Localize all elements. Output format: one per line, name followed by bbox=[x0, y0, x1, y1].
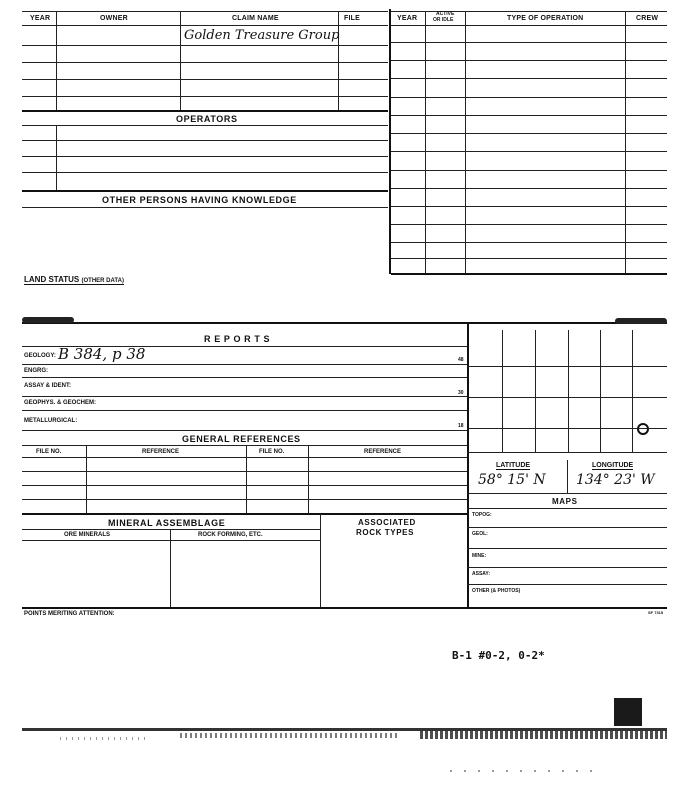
geology-value: B 384, p 38 bbox=[58, 345, 146, 363]
corner-block-mark bbox=[614, 698, 642, 726]
rock-forming-header: ROCK FORMING, ETC. bbox=[198, 532, 263, 538]
maps-other: OTHER (& PHOTOS) bbox=[472, 588, 521, 594]
gr-header-file-no-1: FILE NO. bbox=[36, 449, 62, 455]
form-number: SF 7315 bbox=[648, 610, 664, 615]
ops-header-year: YEAR bbox=[397, 15, 418, 22]
points-meriting-attention: POINTS MERITING ATTENTION: bbox=[24, 611, 115, 617]
general-references-title: GENERAL REFERENCES bbox=[182, 434, 301, 444]
claims-header-claim-name: CLAIM NAME bbox=[232, 15, 279, 22]
punch-mark-right bbox=[615, 318, 667, 324]
assay-label: ASSAY & IDENT: bbox=[24, 383, 72, 389]
claims-header-owner: OWNER bbox=[100, 15, 128, 22]
latitude-label: LATITUDE bbox=[496, 462, 531, 469]
ops-header-active: ACTIVE bbox=[436, 11, 455, 17]
gr-header-reference-1: REFERENCE bbox=[142, 449, 180, 455]
maps-geol: GEOL: bbox=[472, 531, 488, 537]
ops-header-or-idle: OR IDLE bbox=[433, 17, 454, 23]
rock-types-label: ROCK TYPES bbox=[356, 528, 415, 537]
maps-assay: ASSAY: bbox=[472, 571, 491, 577]
operators-title: OPERATORS bbox=[176, 114, 238, 124]
metallurgical-label: METALLURGICAL: bbox=[24, 418, 78, 424]
latitude-value: 58° 15' N bbox=[478, 472, 546, 488]
ore-minerals-header: ORE MINERALS bbox=[64, 532, 111, 538]
maps-topog: TOPOG: bbox=[472, 512, 492, 518]
scale-18: 18 bbox=[458, 423, 464, 429]
scale-30: 30 bbox=[458, 390, 464, 396]
longitude-label: LONGITUDE bbox=[592, 462, 634, 469]
ops-header-type-of-operation: TYPE OF OPERATION bbox=[507, 15, 584, 22]
land-status-title: LAND STATUS bbox=[24, 275, 80, 284]
mineral-assemblage-title: MINERAL ASSEMBLAGE bbox=[108, 518, 226, 528]
gr-header-reference-2: REFERENCE bbox=[364, 449, 402, 455]
longitude-value: 134° 23' W bbox=[576, 472, 655, 488]
engrg-label: ENGRG: bbox=[24, 368, 48, 374]
scale-48: 48 bbox=[458, 357, 464, 363]
geology-label: GEOLOGY: bbox=[24, 353, 56, 359]
target-circle-icon bbox=[637, 423, 649, 435]
claims-header-file: FILE bbox=[344, 15, 360, 22]
maps-title: MAPS bbox=[552, 497, 578, 506]
handwritten-code: B-1 #0-2, 0-2* bbox=[452, 649, 545, 662]
claim-name-value: Golden Treasure Group bbox=[184, 28, 340, 43]
reports-title: R E P O R T S bbox=[204, 334, 271, 344]
associated-label: ASSOCIATED bbox=[358, 518, 416, 527]
ops-header-crew: CREW bbox=[636, 15, 659, 22]
punch-mark-left bbox=[22, 317, 74, 323]
claims-header-year: YEAR bbox=[30, 15, 51, 22]
geophys-label: GEOPHYS. & GEOCHEM: bbox=[24, 400, 97, 406]
maps-mine: MINE: bbox=[472, 553, 487, 559]
gr-header-file-no-2: FILE NO. bbox=[259, 449, 285, 455]
other-persons-title: OTHER PERSONS HAVING KNOWLEDGE bbox=[102, 195, 297, 205]
land-status-subtitle: (OTHER DATA) bbox=[81, 278, 124, 284]
